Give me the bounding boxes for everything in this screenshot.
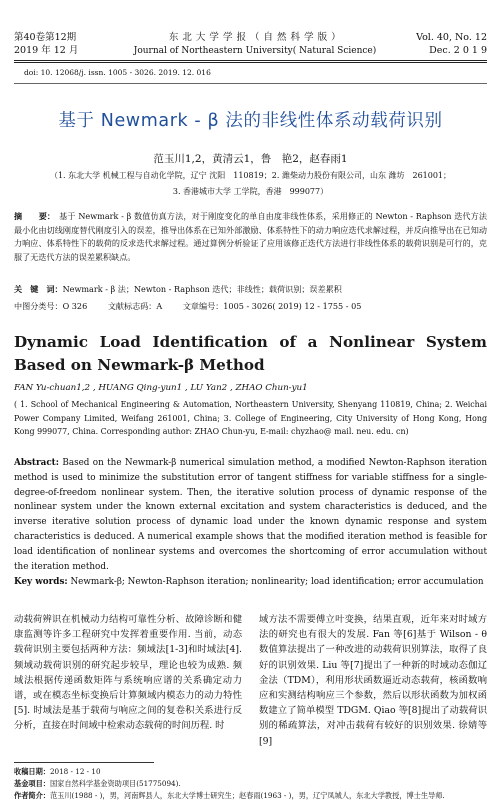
fund-value: 国家自然科学基金资助项目(51775094).	[49, 779, 181, 788]
abstract-cn-text: 基于 Newmark - β 数值仿真方法，对于刚度变化的单自由度非线性体系，采用修正的 Newton - Raphson 迭代方法最小化由切线刚度替代刚度引入的误差，推导出体系在已知外部激励、体系特性下的动力响应迭代求解过程，并反向推导出在已知动力响应、体系特性下的载荷的反求迭代求解过程。通过算例分析验证了应用该修正迭代方法进行非线性体系的载荷识别是可行的，克服了无迭代方法的误差累积缺点。	[14, 211, 487, 262]
keywords-cn	[14, 283, 487, 296]
article-title-cn: 基于 Newmark - β 法的非线性体系动载荷识别	[58, 111, 443, 131]
issue-volume-en: Vol. 40, No. 12	[416, 32, 487, 43]
journal-name-en: Journal of Northeastern University( Natural Science)	[133, 46, 377, 56]
header-rule	[14, 60, 487, 61]
keywords-en	[14, 575, 487, 590]
issue-date-en: Dec. 2 0 1 9	[429, 45, 487, 56]
abstract-en	[14, 456, 487, 574]
article-title-en: Dynamic Load Identification of a Nonlinear System Based on Newmark-β Method	[14, 333, 487, 374]
document-code: 文献标志码：A	[107, 301, 163, 311]
journal-name-cn: 东 北 大 学 学 报 （ 自 然 科 学 版 ）	[168, 32, 342, 43]
abstract-cn-label: 摘 要：	[14, 211, 56, 221]
body-column-right: 域方法不需要傅立叶变换，结果直观，近年来对时域方法的研究也有很大的发展. Fan 等[6]基于 Wilson - θ 数值算法提出了一种改进的动载荷识别算法，取得了良好的识别效果. Liu 等[7]提出了一种新的时域动态伽辽金法（TDM），利用形状函数逼近动态载荷，核函数响应和实测结构响应三个参数，然后以形状函数为加权函数建立了简单模型 TDGM. Qiao 等[8]提出了动载荷识别的稀疏算法，对冲击载荷有较好的识别效果. 徐婧等[9]	[259, 614, 487, 747]
affiliation-line: （1. 东北大学 机械工程与自动化学院，辽宁 沈阳 110819；2. 潍柴动力股份有限公司，山东 潍坊 261001；	[49, 171, 452, 180]
body-column-left: 动载荷辨识在机械动力结构可靠性分析、故障诊断和健康监测等许多工程研究中发挥着重要作用. 当前，动态载荷识别主要包括两种方法：频域法[1-3]和时域法[4]. 频域动载荷识别的研究起步较早，理论也较为成熟. 频域法根据传递函数矩阵与系统响应谱的关系确定动力谱，或在模态坐标变换后计算频域内模态力的动力特性[5]. 时域法是基于载荷与响应之间的复卷积关系进行反分析，直接在时间域中检索动态载荷的时间历程. 时	[14, 614, 242, 732]
authors-en: FAN Yu-chuan1,2 , HUANG Qing-yun1 , LU Yan2 , ZHAO Chun-yu1	[14, 383, 308, 393]
clc-number: 中图分类号：O 326	[14, 301, 88, 311]
keywords-cn-label: 关 键 词：	[14, 284, 63, 294]
affiliation-line: 3. 香港城市大学 工学院，香港 999077）	[172, 187, 329, 196]
keywords-en-text: Newmark-β; Newton-Raphson iteration; nonlinearity; load identification; error accumulation	[70, 577, 484, 587]
header-rule-thin	[14, 62, 487, 63]
issue-volume-cn: 第40卷第12期	[14, 32, 77, 43]
received-label: 收稿日期：	[14, 767, 50, 776]
fund-label: 基金项目：	[14, 779, 50, 788]
fund-info	[14, 778, 487, 790]
affiliations-en: ( 1. School of Mechanical Engineering & Automation, Northeastern University, Shenyang 110819, China; 2. Weichai Power Company Limited, Weifang 261001, China; 3. College of Engineering, City University of Hong Kong, Hong Kong 999077, China. Corresponding author: ZHAO Chun-yu, E-mail: chyzhao@ mail. neu. edu. cn)	[14, 400, 487, 437]
footnote-rule	[14, 762, 154, 763]
received-date	[14, 766, 487, 778]
classification-line	[14, 300, 487, 313]
affiliations-cn	[30, 168, 471, 200]
doi: doi: 10. 12068/j. issn. 1005 - 3026. 2019. 12. 016	[24, 68, 211, 77]
issue-date-cn: 2019 年 12 月	[14, 45, 79, 56]
doi-rule	[14, 83, 487, 84]
footnote	[14, 766, 487, 802]
keywords-cn-text: Newmark - β 法；Newton - Raphson 迭代；非线性；载荷识别；误差累积	[62, 284, 342, 294]
authors-cn: 范玉川1,2，黄清云1，鲁 艳2，赵春雨1	[153, 153, 348, 165]
keywords-en-label: Key words:	[14, 577, 68, 587]
author-label: 作者简介：	[14, 791, 50, 800]
abstract-cn	[14, 210, 487, 264]
author-value: 范玉川(1988 - )，男，河南辉县人，东北大学博士研究生；赵春雨(1963 - )，男，辽宁凤城人，东北大学教授，博士生导师.	[49, 791, 445, 800]
author-info	[14, 790, 487, 802]
abstract-en-label: Abstract:	[14, 458, 59, 468]
abstract-en-text: Based on the Newmark-β numerical simulation method, a modified Newton-Raphson iteration method is used to minimize the substitution error of tangent stiffness for variable stiffness for a single-degree-of-freedom nonlinear system. Then, the iterative solution process of dynamic response of the nonlinear system under the known external excitation and system characteristics is deduced, and the inverse iterative solution process of dynamic load under the known dynamic response and system characteristics is deduced. A numerical example shows that the modified iteration method is feasible for load identification of nonlinear systems and overcomes the shortcoming of error accumulation without the iteration method.	[14, 458, 488, 572]
received-value: 2018 - 12 - 10	[49, 767, 101, 776]
article-number: 文章编号：1005 - 3026( 2019) 12 - 1755 - 05	[182, 301, 362, 311]
